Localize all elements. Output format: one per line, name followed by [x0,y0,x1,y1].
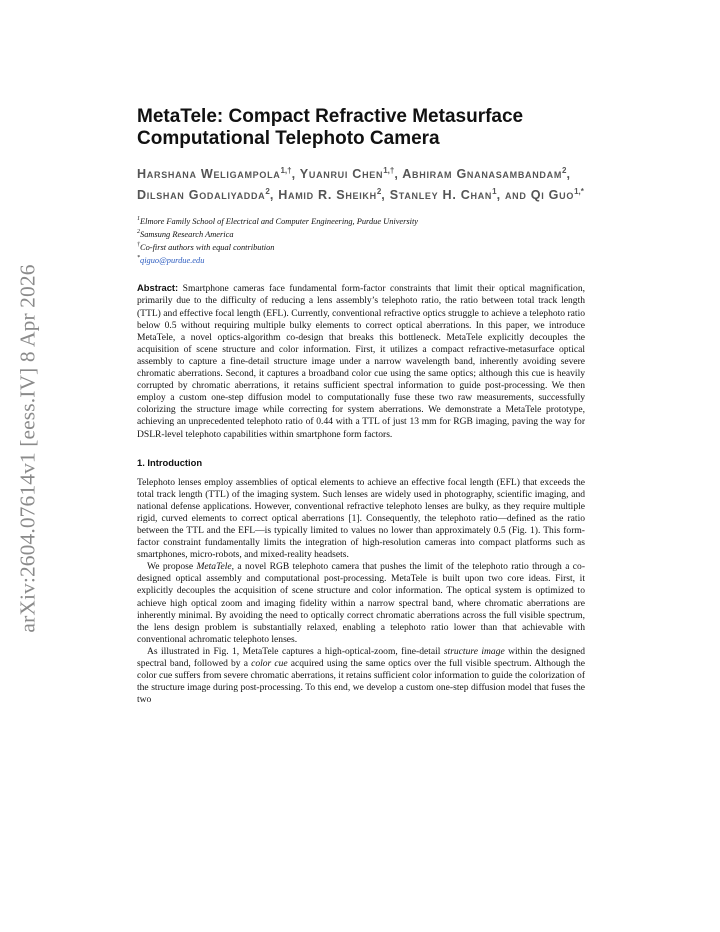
intro-paragraph-3 [137,646,585,706]
abstract-heading: Abstract: [137,282,179,294]
intro-paragraph-1: Telephoto lenses employ assemblies of optical elements to achieve an effective focal length (EFL) that exceeds the total track length (TTL) of the imaging system. Such lenses are widely used in photography, scientific imaging, and national defense applications. However, conventional refractive telephoto lenses are bulky, as they require multiple rigid, curved elements to correct optical aberrations [1]. Consequently, the telephoto ratio—defined as the ratio between the TTL and the EFL—is typically limited to values no lower than approximately 0.5 (Fig. 1). This form-factor constraint fundamentally limits the integration of high-resolution cameras into compact platforms such as smartphones, micro-robots, and mixed-reality headsets. [137,476,585,561]
affiliation-line [137,227,585,240]
author-separator: , [381,188,390,203]
affiliation-text: Samsung Research America [140,230,234,240]
author-separator: , [566,167,571,182]
author-name: Harshana Weligampola [137,167,281,182]
affiliation-line [137,214,585,227]
author-affiliation-mark: 1,† [280,166,292,175]
author-name: Stanley H. Chan [389,188,493,203]
author-list [137,162,585,204]
intro-p2-text-a: We propose [147,561,197,573]
affiliation-line [137,240,585,253]
contact-email-link[interactable]: qiguo@purdue.edu [140,256,205,266]
arxiv-identifier: arXiv:2604.07614v1 [eess.IV] 8 Apr 2026 [15,263,40,633]
affiliation-mark: 1 [137,216,140,223]
intro-paragraph-2 [137,561,585,646]
affiliation-list [137,214,585,266]
author-separator: , [269,188,279,203]
author-separator: , [394,167,403,182]
affiliation-line [137,253,585,266]
affiliation-mark: * [137,255,140,262]
affiliation-mark: 2 [137,229,140,236]
intro-p3-text-a: As illustrated in Fig. 1, MetaTele captures a high-optical-zoom, fine-detail [147,645,444,657]
affiliation-mark: † [137,242,140,249]
intro-p3-term-structure-image: structure image [443,645,505,657]
intro-p2-system-name: MetaTele [196,561,232,573]
author-name: Abhiram Gnanasambandam [402,167,563,182]
section-heading-introduction: 1. Introduction [137,456,203,468]
author-separator: , and [496,188,531,203]
intro-p3-text-b: within the designed spectral band, followed by a [137,645,585,669]
arxiv-identifier-container [8,258,48,638]
author-affiliation-mark: 1,† [383,166,395,175]
intro-p2-text-b: , a novel RGB telephoto camera that pushes the limit of the telephoto ratio through a co-designed optical assembly and computational post-processing. MetaTele is built upon two core ideas. First, it explicitly decouples the acquisition of scene structure and color information. The optical system is optimized to achieve high optical zoom and imaging fidelity within a narrow spectral band, where chromatic aberrations are inherently minimal. By avoiding the need to optically correct chromatic aberrations across the full visible spectrum, the lens design problem is substantially relaxed, enabling a telephoto ratio lower than that achievable with conventional achromatic telephoto lenses. [137,561,586,645]
intro-p3-term-color-cue: color cue [251,658,288,669]
author-name: Qi Guo [530,188,575,203]
author-affiliation-mark: 2 [265,187,270,197]
affiliation-text: Elmore Family School of Electrical and Computer Engineering, Purdue University [140,217,419,227]
author-name: Yuanrui Chen [299,167,384,182]
author-separator: , [291,167,300,182]
abstract-text: Smartphone cameras face fundamental form-factor constraints that limit their optical magnification, primarily due to the difficulty of reducing a lens assembly’s telephoto ratio, the ratio between total track length (TTL) and effective focal length (EFL). Currently, conventional refractive optics struggle to achieve a telephoto ratio below 0.5 without requiring multiple bulky elements to correct optical aberrations. In this paper, we introduce MetaTele, a novel optics-algorithm co-design that breaks this bottleneck. MetaTele explicitly decouples the acquisition of scene structure and color information. First, it utilizes a compact refractive-metasurface optical assembly to capture a fine-detail structure image under a narrow wavelength band, inherently avoiding severe chromatic aberrations. Second, it captures a broadband color cue using the same optics; although this cue is heavily corrupted by chromatic aberrations, it retains sufficient spectral information to guide post-processing. We then employ a custom one-step diffusion model to computationally fuse these two raw measurements, successfully colorizing the structure image while correcting for system aberrations. We demonstrate a MetaTele prototype, achieving an unprecedented telephoto ratio of 0.44 with a TTL of just 13 mm for RGB imaging, paving the way for DSLR-level telephoto capabilities within smartphone form factors. [137,283,585,440]
author-affiliation-mark: 1,* [574,187,584,197]
abstract [137,282,585,440]
author-name: Hamid R. Sheikh [278,188,377,203]
author-affiliation-mark: 1 [492,187,497,197]
author-affiliation-mark: 2 [562,166,567,175]
affiliation-text: Co-first authors with equal contribution [140,243,275,253]
author-affiliation-mark: 2 [376,187,382,197]
intro-p3-text-c: acquired using the same optics over the full visible spectrum. Although the color cue suffers from severe chromatic aberrations, it retains sufficient color information to guide the colorization of the structure image during post-processing. To this end, we develop a custom one-step diffusion model that fuses the two [137,658,585,706]
paper-page [137,106,585,706]
paper-title: MetaTele: Compact Refractive Metasurface Computational Telephoto Camera [137,106,524,149]
author-name: Dilshan Godaliyadda [137,188,266,203]
